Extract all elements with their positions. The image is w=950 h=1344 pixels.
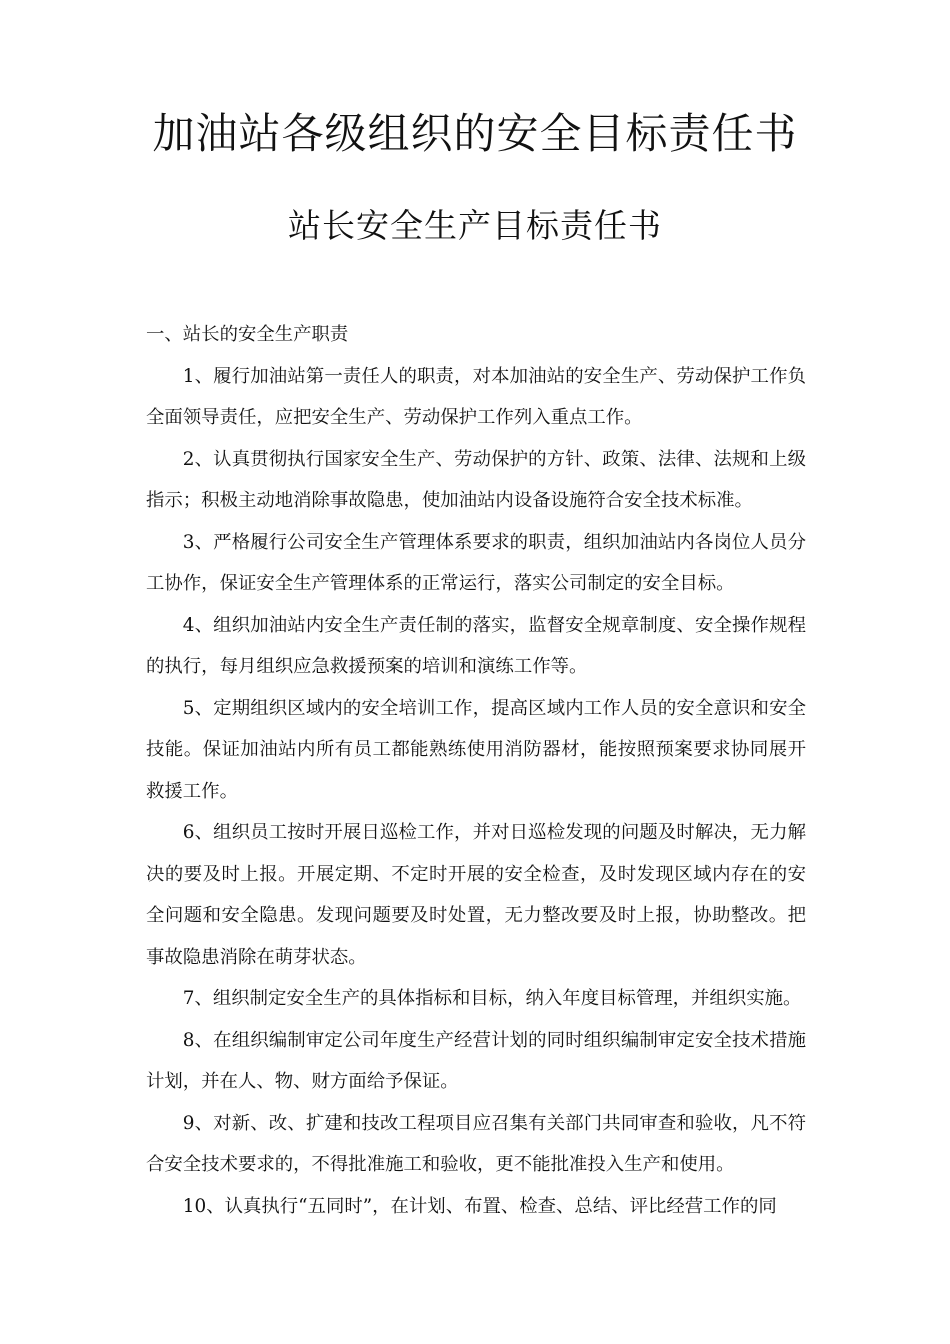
document-title: 加油站各级组织的安全目标责任书 (152, 109, 798, 158)
paragraph-5: 5、定期组织区域内的安全培训工作，提高区域内工作人员的安全意识和安全技能。保证加油站内所有员工都能熟练使用消防器材，能按照预案要求协同展开救援工作。 (146, 697, 806, 802)
section-heading: 一、站长的安全生产职责 (146, 324, 349, 345)
document-subtitle: 站长安全生产目标责任书 (288, 206, 662, 245)
paragraph-6: 6、组织员工按时开展日巡检工作，并对日巡检发现的问题及时解决，无力解决的要及时上报。开展定期、不定时开展的安全检查，及时发现区域内存在的安全问题和安全隐患。发现问题要及时处置，无力整改要及时上报，协助整改。把事故隐患消除在萌芽状态。 (146, 822, 806, 968)
paragraph-8: 8、在组织编制审定公司年度生产经营计划的同时组织编制审定安全技术措施计划，并在人、物、财方面给予保证。 (146, 1029, 806, 1092)
paragraph-3: 3、严格履行公司安全生产管理体系要求的职责，组织加油站内各岗位人员分工协作，保证安全生产管理体系的正常运行，落实公司制定的安全目标。 (146, 531, 806, 594)
paragraph-2: 2、认真贯彻执行国家安全生产、劳动保护的方针、政策、法律、法规和上级指示；积极主动地消除事故隐患，使加油站内设备设施符合安全技术标准。 (146, 448, 806, 511)
paragraph-4: 4、组织加油站内安全生产责任制的落实，监督安全规章制度、安全操作规程的执行，每月组织应急救援预案的培训和演练工作等。 (146, 614, 806, 677)
document-body (146, 314, 806, 1227)
paragraph-10: 10、认真执行“五同时”，在计划、布置、检查、总结、评比经营工作的同 (182, 1195, 777, 1217)
paragraph-9: 9、对新、改、扩建和技改工程项目应召集有关部门共同审查和验收，凡不符合安全技术要求的，不得批准施工和验收，更不能批准投入生产和使用。 (146, 1112, 806, 1175)
paragraph-1: 1、履行加油站第一责任人的职责，对本加油站的安全生产、劳动保护工作负全面领导责任，应把安全生产、劳动保护工作列入重点工作。 (146, 365, 806, 428)
paragraph-7: 7、组织制定安全生产的具体指标和目标，纳入年度目标管理，并组织实施。 (182, 988, 802, 1009)
